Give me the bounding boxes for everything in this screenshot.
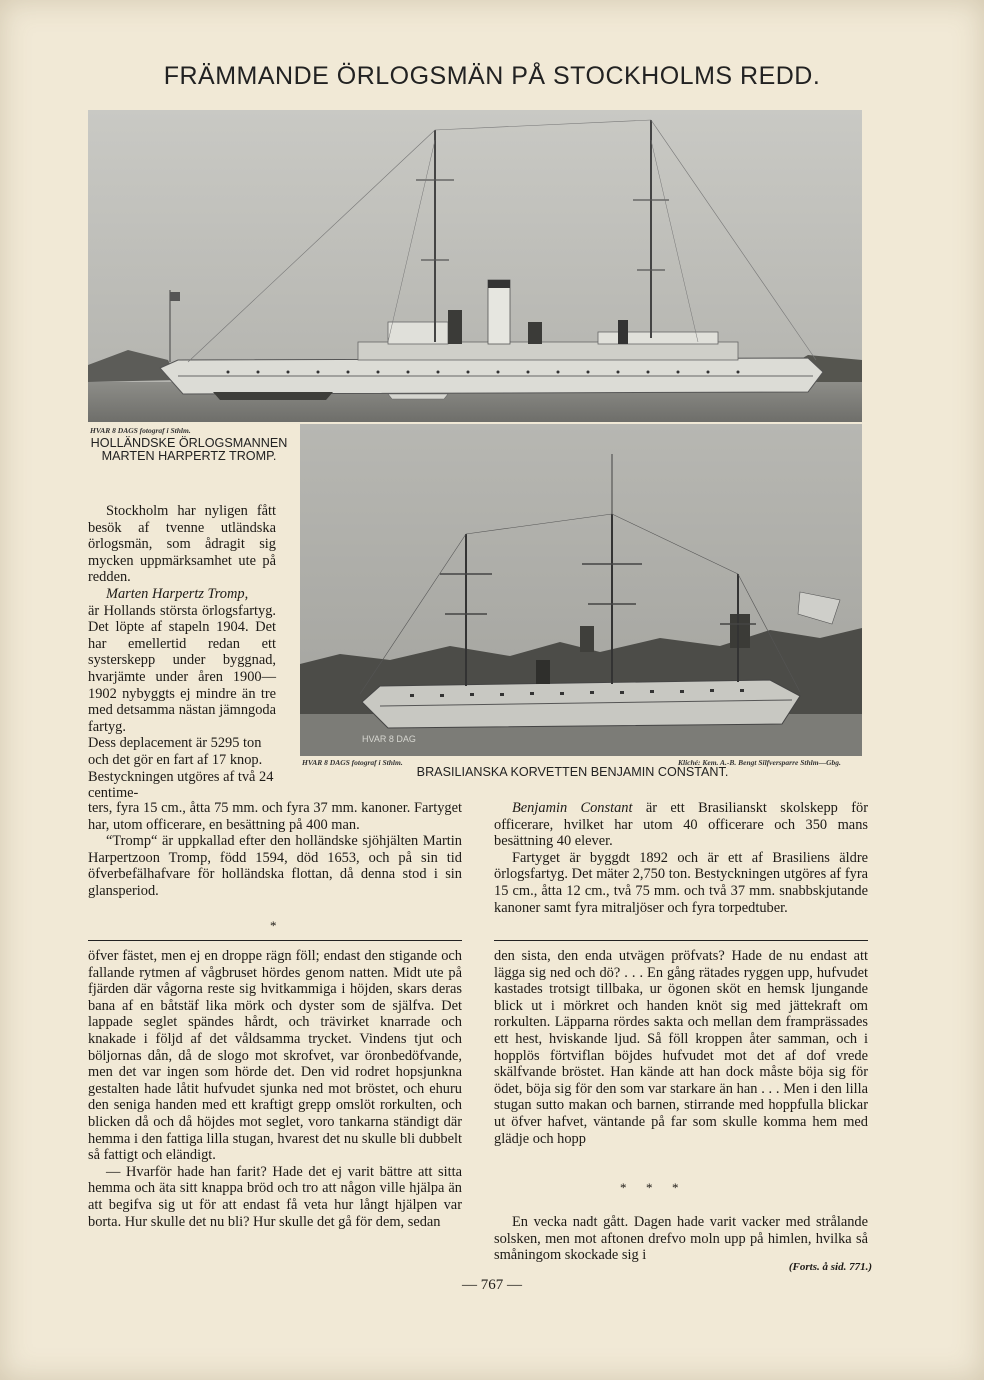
article-tromp-namesake: “Tromp“ är uppkallad efter den holländske sjöhjälten Martin Harpertzoon Tromp, född 1594, död 1653, och på sin tid öfverbefälhafvare för holländska flottan, då denna stod i sin glansperiod.: [88, 833, 462, 899]
article-tromp-wide: [88, 800, 462, 900]
photo-tromp: [88, 110, 862, 422]
story-left-para-1: öfver fästet, men ej en droppe rägn föll; endast den stigande och fallande rytmen af vågbruset hördes genom natten. Midt ute på fjärden där vågorna reste sig hvitkammiga i höjden, skars deras bana af en båtstäf lika mörk och dyster som de själfva. Det lappade seglet spändes hårdt, och trävirket knarrade och knakade i följd af det våldsamma trycket. Vindens tjut och böljornas dån, då de slogo mot skrofvet, var öronbedöfvande, men det var ingen som hörde det. Den vid rodret hopsjunkna gestalten hade låtit hufvudet sjunka ned mot bröstet, och ehuru den seniga handen med ett kraftigt grepp omslöt rorkulten, och blicken då och då höjdes mot seglet, voro tankarna ständigt där hemma i den fattiga lilla stugan, hvarest det nu skulle bli dubbelt så fattigt och eländigt.: [88, 948, 462, 1164]
divider-right: [494, 940, 868, 941]
photo2-watermark: HVAR 8 DAG: [362, 734, 416, 744]
article-bc-specs: Fartyget är byggdt 1892 och är ett af Brasiliens äldre örlogsfartyg. Det mäter 2,750 ton. Bestyckningen utgöres af fyra 15 cm., åtta 12 cm., två 75 mm. och två 37 mm. snabbskjutande kanoner samt fyra mitraljöser och fyra torpedtuber.: [494, 849, 868, 916]
photo2-credit-right: Kliché: Kem. A.-B. Bengt Silfversparre Sthlm—Gbg.: [678, 758, 841, 767]
story-left-para-2: — Hvarför hade han farit? Hade det ej varit bättre att sitta hemma och äta sitt knappa bröd och tro att någon ville hjälpa än att begifva sig ut för att endast få veta hur långt hjälpen var borta. Hur skulle det nu bli? Hur skulle det gå för dem, sedan: [88, 1163, 462, 1230]
page-title: FRÄMMANDE ÖRLOGSMÄN PÅ STOCKHOLMS REDD.: [163, 62, 821, 90]
article-tromp-specs: Dess deplacement är 5295 ton och det gör en fart af 17 knop. Bestyckningen utgöres af två 24 centime-: [88, 735, 274, 802]
divider-left: [88, 940, 462, 941]
article-tromp-history: är Hollands största örlogsfartyg. Det löpte af stapeln 1904. Det har emellertid redan ett systerskepp under byggnad, hvarjämte under åren 1900—1902 nybyggts ej mindre än tre med detsamma nästan jämngoda fartyg.: [88, 602, 276, 735]
photo1-caption: HOLLÄNDSKE ÖRLOGSMANNEN MARTEN HARPERTZ TROMP.: [90, 436, 288, 463]
article-tromp-narrow: [88, 503, 276, 802]
article-tromp-armament: ters, fyra 15 cm., åtta 75 mm. och fyra 37 mm. kanoner. Fartyget har, utom officerare, en besättning på 400 man.: [88, 800, 462, 833]
story-right-para-1: den sista, den enda utvägen pröfvats? Hade de nu endast att lägga sig ned och dö? . . . En gång rätades ryggen upp, hufvudet kastades trotsigt tillbaka, ur ögonen sköt en hemsk ljungande blick ut i mörkret och handen knöt sig med jättekraft om rorkulten. Läpparna rördes sakta och mellan dem framprässades ett hest, hviskande ljud. Så föll kroppen åter samman, och i hopplös förtviflan böjdes hufvudet mot det af dof vrede skälfvande bröstet. Han kände att han dock måste böja sig för ödet, böja sig för den som var starkare än han . . . Men i den lilla stugan sutto makan och barnen, stirrande med hoppfulla blickar ut öfver hafvet, väntande på far som skulle komma hem med glädje och hopp: [494, 948, 868, 1147]
story-left-column: [88, 948, 462, 1230]
photo-benjamin-constant-image: [300, 424, 862, 756]
section-break-stars: * * *: [620, 1180, 679, 1195]
article-bc-name: Benjamin Constant: [512, 800, 633, 816]
photo-benjamin-constant: [300, 424, 862, 756]
page-number: — 767 —: [462, 1277, 522, 1293]
story-right-column: [494, 948, 868, 1147]
article-end-mark: *: [270, 918, 277, 933]
story-right-continued: [494, 1214, 868, 1264]
article-tromp-name: Marten Harpertz Tromp,: [106, 585, 249, 602]
article-tromp-intro: Stockholm har nyligen fått besök af tvenne utländska örlogsmän, som ådragit sig mycken uppmärksamhet ute på redden.: [88, 503, 276, 586]
photo1-credit: HVAR 8 DAGS fotograf i Sthlm.: [90, 426, 191, 435]
article-bc-intro: Benjamin Constant är ett Brasilianskt skolskepp för officerare, hvilket har utom 40 officerare och 350 mans besättning 40 elever.: [494, 800, 868, 850]
photo-tromp-image: [88, 110, 862, 422]
continuation-note: (Forts. å sid. 771.): [788, 1261, 872, 1273]
story-right-para-2: En vecka nadt gått. Dagen hade varit vacker med strålande solsken, men mot aftonen drefvo moln upp på himlen, hvilka så småningom skockade sig i: [494, 1214, 868, 1264]
photo2-credit-left: HVAR 8 DAGS fotograf i Sthlm.: [302, 758, 403, 767]
photo2-caption: BRASILIANSKA KORVETTEN BENJAMIN CONSTANT.: [416, 765, 729, 779]
article-benjamin-constant: [494, 800, 868, 916]
